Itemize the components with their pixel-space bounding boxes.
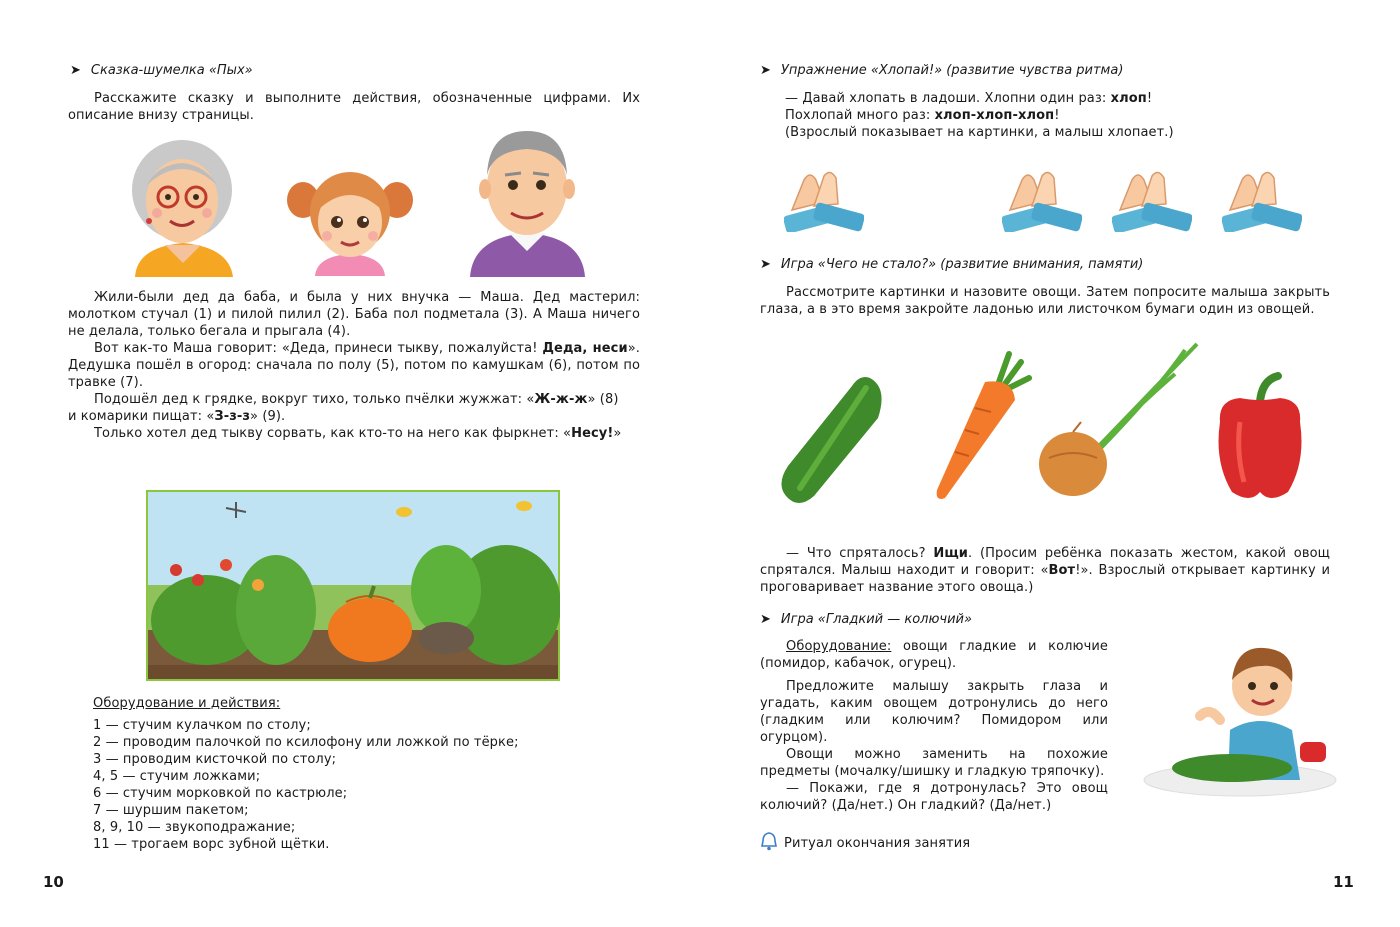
story-paragraph: Подошёл дед к грядке, вокруг тихо, только пчёлки жужжат: «Ж-ж-ж» (8) [94,392,619,407]
bell-pepper-illustration [1210,372,1310,502]
grandpa-illustration [465,125,590,277]
clapping-hands-icon [1222,166,1302,232]
game2-paragraph: — Покажи, где я дотронулась? Это овощ колючий? (Да/нет.) Он гладкий? (Да/нет.) [760,781,1108,813]
grandma-illustration [125,135,240,277]
story-paragraph: Жили-были дед да баба, и была у них внучка — Маша. Дед мастерил: молотком стучал (1) и пилой пилил (2). Баба пол подметала (3). А Маша ничего не делала, только бегала и прыгала (4). [68,290,640,339]
section-title: Игра «Чего не стало?» (развитие внимания, памяти) [780,257,1144,272]
clapping-hands-icon [1002,166,1082,232]
bell-icon [760,831,778,851]
cucumber-illustration [770,368,890,508]
arrow-right-icon: ➤ [760,63,771,78]
section-heading-skazka [70,62,630,79]
story-text [68,289,640,442]
arrow-right-icon: ➤ [70,63,81,78]
clap-line: — Давай хлопать в ладоши. Хлопни один раз: хлоп! [785,91,1153,106]
story-paragraph: Только хотел дед тыкву сорвать, как кто-то на него как фыркнет: «Несу!» [94,426,622,441]
boy-with-cucumber-illustration [1140,630,1340,800]
action-item: 1 — стучим кулачком по столу; [93,718,311,733]
section-heading-game1 [760,256,1330,273]
carrot-illustration [925,348,1035,503]
ritual-line [760,831,970,852]
action-item: 4, 5 — стучим ложками; [93,769,261,784]
girl-illustration [285,160,415,276]
arrow-right-icon: ➤ [760,257,771,272]
section-title: Сказка-шумелка «Пых» [90,63,253,78]
garden-illustration [146,490,560,681]
section-heading-game2 [760,611,1330,628]
story-paragraph: Вот как-то Маша говорит: «Деда, принеси тыкву, пожалуйста! Деда, неси». Дедушка пошёл в огород: сначала по полу (5), потом по камушкам (6), потом по травке (7). [68,341,640,390]
intro-paragraph: Расскажите сказку и выполните действия, обозначенные цифрами. Их описание внизу страницы. [68,91,640,123]
section-title: Игра «Гладкий — колючий» [780,612,973,627]
game2-text [760,638,1108,814]
story-paragraph: и комарики пищат: «З-з-з» (9). [68,409,286,424]
action-item: 2 — проводим палочкой по ксилофону или ложкой по тёрке; [93,735,519,750]
action-item: 3 — проводим кисточкой по столу; [93,752,337,767]
onion-illustration [1035,338,1205,503]
action-item: 8, 9, 10 — звукоподражание; [93,820,296,835]
game2-paragraph: Овощи можно заменить на похожие предметы (мочалку/шишку и гладкую тряпочку). [760,747,1108,779]
section-heading-clap [760,62,1330,79]
clap-line: (Взрослый показывает на картинки, а малыш хлопает.) [785,125,1174,140]
action-item: 7 — шуршим пакетом; [93,803,249,818]
clap-text [785,90,1330,141]
page-number-right: 11 [1333,873,1354,891]
actions-list [93,717,633,853]
equipment-title: Оборудование и действия: [93,696,281,711]
clapping-hands-icon [784,166,864,232]
game2-paragraph: Оборудование: овощи гладкие и колючие (помидор, кабачок, огурец). [760,639,1108,671]
action-item: 6 — стучим морковкой по кастрюле; [93,786,348,801]
page-number-left: 10 [43,873,64,891]
game1-dialog: — Что спряталось? Ищи. (Просим ребёнка показать жестом, какой овощ спрятался. Малыш находит и говорит: «Вот!». Взрослый открывает картинку и проговаривает название этого овоща.) [760,546,1331,595]
clapping-hands-icon [1112,166,1192,232]
action-item: 11 — трогаем ворс зубной щётки. [93,837,330,852]
section-title: Упражнение «Хлопай!» (развитие чувства ритма) [780,63,1124,78]
game2-paragraph: Предложите малышу закрыть глаза и угадать, каким овощем дотронулись до него (гладким или колючим? Помидором или огурцом). [760,679,1108,745]
ritual-label: Ритуал окончания занятия [784,836,971,851]
clap-line: Похлопай много раз: хлоп-хлоп-хлоп! [785,108,1060,123]
game1-intro: Рассмотрите картинки и назовите овощи. Затем попросите малыша закрыть глаза, а в это время закройте ладонью или листочком бумаги один из овощей. [760,285,1330,317]
arrow-right-icon: ➤ [760,612,771,627]
